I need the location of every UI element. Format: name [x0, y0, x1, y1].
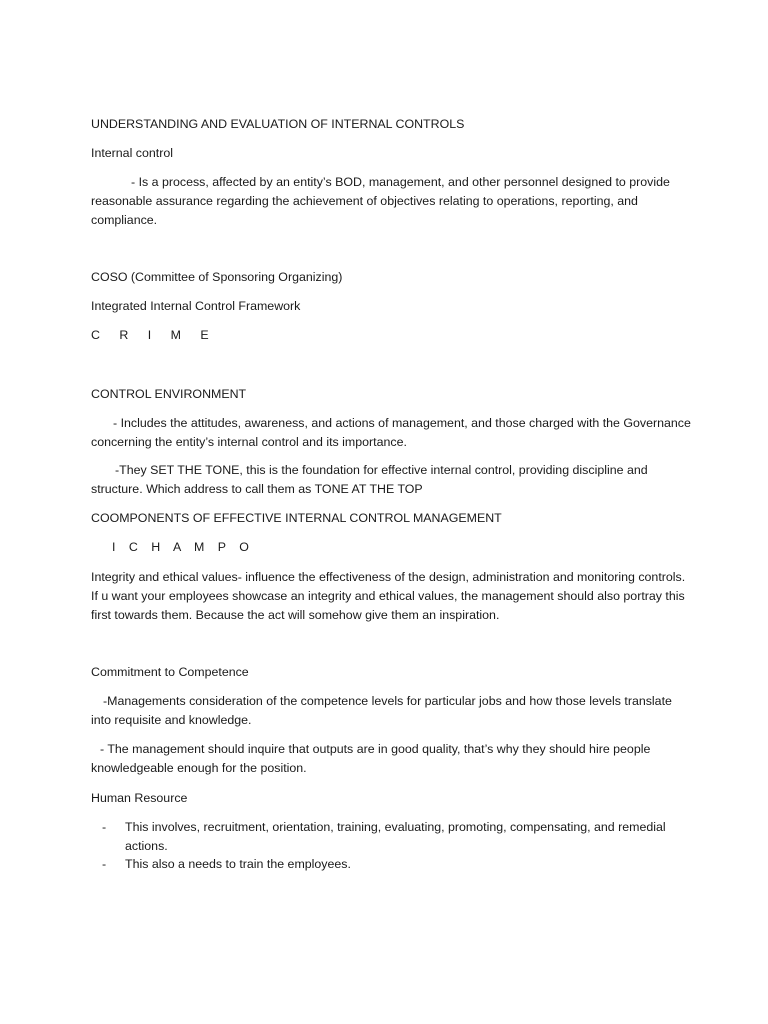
document-title: UNDERSTANDING AND EVALUATION OF INTERNAL CONTROLS	[91, 117, 465, 131]
crime-acronym: C R I M E	[91, 328, 217, 342]
integrity-paragraph: Integrity and ethical values- influence the effectiveness of the design, administration and monitoring controls. If u want your employees showcase an integrity and ethical values, the management should also portray this first towards them. Because the act will somehow give them an inspiration.	[91, 570, 686, 622]
competence-heading: Commitment to Competence	[91, 665, 249, 679]
ichampo-acronym: I C H A M P O	[112, 540, 254, 554]
human-resource-heading: Human Resource	[91, 791, 188, 805]
control-environment-paragraph-1: - Includes the attitudes, awareness, and actions of management, and those charged with the Governance concerning the entity’s internal control and its importance.	[91, 416, 691, 449]
bullet-dash: -	[102, 857, 107, 871]
control-environment-heading: CONTROL ENVIRONMENT	[91, 387, 247, 401]
competence-paragraph-1: -Managements consideration of the competence levels for particular jobs and how those levels translate into requisite and knowledge.	[91, 694, 672, 727]
bullet-dash: -	[102, 820, 107, 834]
list-item	[91, 818, 691, 856]
list-item	[91, 855, 691, 874]
competence-paragraph-2: - The management should inquire that outputs are in good quality, that’s why they should hire people knowledgeable enough for the position.	[91, 742, 651, 775]
framework-line: Integrated Internal Control Framework	[91, 299, 301, 313]
components-heading: COOMPONENTS OF EFFECTIVE INTERNAL CONTROL MANAGEMENT	[91, 511, 502, 525]
coso-line: COSO (Committee of Sponsoring Organizing)	[91, 270, 343, 284]
list-item-text: This involves, recruitment, orientation, training, evaluating, promoting, compensating, and remedial actions.	[125, 820, 666, 853]
list-item-text: This also a needs to train the employees.	[125, 857, 351, 871]
internal-control-heading: Internal control	[91, 146, 173, 160]
internal-control-definition: - Is a process, affected by an entity’s BOD, management, and other personnel designed to provide reasonable assurance regarding the achievement of objectives relating to operations, reporting, and compliance.	[91, 175, 670, 227]
control-environment-paragraph-2: -They SET THE TONE, this is the foundation for effective internal control, providing discipline and structure. Which address to call them as TONE AT THE TOP	[91, 463, 648, 496]
